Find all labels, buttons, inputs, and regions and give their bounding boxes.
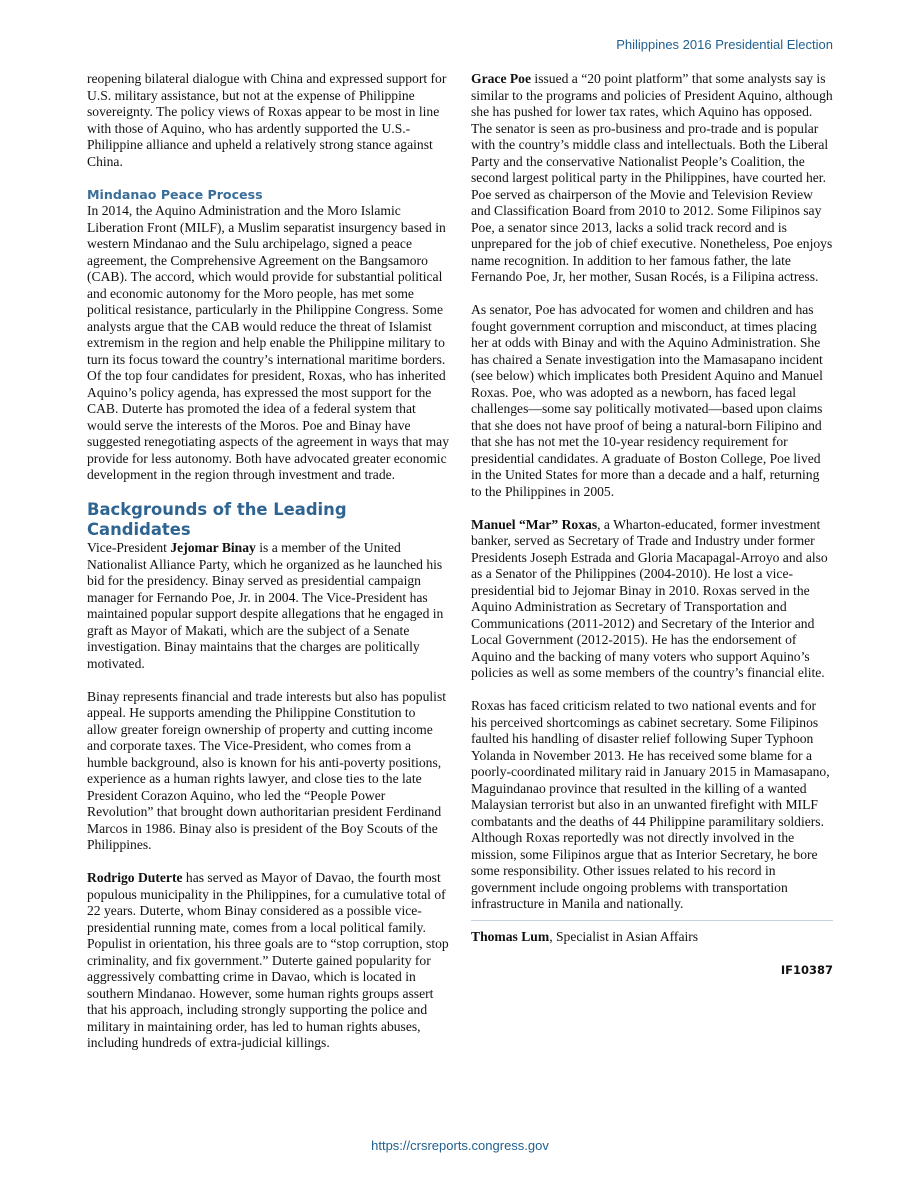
running-header-title: Philippines 2016 Presidential Election xyxy=(616,37,833,52)
binay-prefix: Vice-President xyxy=(87,540,171,555)
duterte-text: has served as Mayor of Davao, the fourth most populous municipality in the Philippines, for a cumulative total of 22 years. Duterte, whom Binay considered as a possible vice-presidential running mate, comes from a local political family. Populist in orientation, his three goals are to “stop corruption, stop criminality, and fix government.” Duterte gained popularity for aggressively combatting crime in Davao, which is located in southern Mindanao. However, some human rights groups assert that his approach, including strongly supporting the police and military in maintaining order, has led to human rights abuses, including hundreds of extra-judicial killings. xyxy=(87,870,449,1050)
roxas-paragraph xyxy=(471,517,833,682)
poe-paragraph-2: As senator, Poe has advocated for women and children and has fought government corruption and misconduct, at times placing her at odds with Binay and with the Aquino Administration. She has chaired a Senate investigation into the Mamasapano incident (see below) which implicates both President Aquino and Manuel Roxas. Poe, who was adopted as a newborn, has faced legal challenges—some say politically motivated—based upon claims that she does not have proof of being a natural-born Filipino and that she has not met the 10-year residency requirement for presidential candidates. A graduate of Boston College, Poe lived in the United States for more than a decade and a half, returning to the Philippines in 2005. xyxy=(471,302,823,499)
author-divider xyxy=(471,920,833,921)
binay-name: Jejomar Binay xyxy=(170,540,256,555)
author-line xyxy=(471,929,833,946)
poe-paragraph xyxy=(471,71,833,286)
binay-paragraph xyxy=(87,540,449,672)
footer-url-link[interactable]: https://crsreports.congress.gov xyxy=(371,1138,549,1153)
roxas-name: Manuel “Mar” Roxas xyxy=(471,516,598,532)
right-column xyxy=(471,71,833,978)
roxas-text: , a Wharton-educated, former investment banker, served as Secretary of Trade and Industry under former Presidents Joseph Estrada and Gloria Macapagal-Arroyo and also as a Senator of the Philippines (2004-2010). He lost a vice-presidential bid to Jejomar Binay in 2010. Roxas served in the Aquino Administration as Secretary of Transportation and Communications (2011-2012) and Secretary of the Interior and Local Government (2012-2015). He has the endorsement of Aquino and the backing of many voters who support Aquino’s policies as well as some members of the country’s financial elite. xyxy=(471,516,828,680)
mindanao-heading: Mindanao Peace Process xyxy=(87,186,263,202)
backgrounds-heading: Backgrounds of the Leading Candidates xyxy=(87,500,347,539)
mindanao-paragraph: In 2014, the Aquino Administration and the Moro Islamic Liberation Front (MILF), a Muslim separatist insurgency based in western Mindanao and the Sulu archipelago, signed a peace agreement, the Comprehensive Agreement on the Bangsamoro (CAB). The accord, which would provide for substantial political and economic autonomy for the Moro people, has met some political resistance, particularly in the Philippine Congress. Some analysts argue that the CAB would reduce the threat of Islamist extremism in the region and help enable the Philippine military to turn its focus toward the country’s international maritime borders. Of the top four candidates for president, Roxas, who has inherited Aquino’s policy agenda, has expressed the most support for the CAB. Duterte has promoted the idea of a federal system that would serve the interests of the Moros. Poe and Binay have suggested renegotiating aspects of the agreement in ways that may provide for less autonomy. Both have advocated greater economic development in the region through investment and trade. xyxy=(87,203,450,482)
binay-paragraph-2: Binay represents financial and trade interests but also has populist appeal. He supports amending the Philippine Constitution to allow greater foreign ownership of property and cutting income and corporate taxes. The Vice-President, who comes from a humble background, also is known for his anti-poverty positions, experience as a human rights lawyer, and close ties to the late President Corazon Aquino, who led the “People Power Revolution” that brought down authoritarian president Ferdinand Marcos in 1986. Binay also is president of the Boy Scouts of the Philippines. xyxy=(87,688,447,852)
poe-name: Grace Poe xyxy=(471,71,532,86)
duterte-name: Rodrigo Duterte xyxy=(87,870,183,885)
poe-text: issued a “20 point platform” that some analysts say is similar to the programs and policies of President Aquino, although she has pushed for lower tax rates, which Aquino has opposed. The senator is seen as pro-business and pro-trade and is popular with the country’s middle class and intellectuals. Both the Liberal Party and the conservative Nationalist People’s Coalition, the second largest political party in the Philippines, have courted her. Poe served as chairperson of the Movie and Television Review and Classification Board from 2010 to 2012. Some Filipinos say Poe, a senator since 2013, lacks a solid track record and is unprepared for the job of chief executive. Nonetheless, Poe enjoys name recognition. In addition to her famous father, the late Fernando Poe, Jr, her mother, Susan Rocés, is a Filipina actress. xyxy=(471,71,833,284)
roxas-paragraph-2: Roxas has faced criticism related to two national events and for his perceived shortcomings as cabinet secretary. Some Filipinos faulted his handling of disaster relief following Super Typhoon Yolanda in November 2013. He has received some blame for a poorly-coordinated military raid in January 2015 in Mamasapano, Maguindanao province that resulted in the killing of a wanted Malaysian terrorist but also in an unwanted firefight with MILF combatants and the deaths of 44 Philippine paramilitary soldiers. Although Roxas reportedly was not directly involved in the mission, some Filipinos argue that as Interior Secretary, he bore some responsibility. Other issues related to his record in government include ongoing problems with transportation infrastructure in Manila and nationally. xyxy=(471,698,830,911)
binay-text: is a member of the United Nationalist Alliance Party, which he organized as he launched his bid for the presidency. Binay served as presidential campaign manager for Fernando Poe, Jr. in 2004. The Vice-President has maintained popular support despite allegations that he engaged in graft as Mayor of Makati, which are the subject of a Senate investigation. Binay maintains that the charges are politically motivated. xyxy=(87,540,444,671)
author-title: , Specialist in Asian Affairs xyxy=(549,928,699,944)
author-name: Thomas Lum xyxy=(471,928,550,944)
left-column xyxy=(87,71,449,1052)
duterte-paragraph xyxy=(87,870,449,1052)
intro-paragraph: reopening bilateral dialogue with China and expressed support for U.S. military assistance, but not at the expense of Philippine sovereignty. The policy views of Roxas appear to be most in line with those of Aquino, who has ardently supported the U.S.-Philippine alliance and upheld a relatively strong stance against China. xyxy=(87,71,447,169)
report-id: IF10387 xyxy=(780,962,833,977)
